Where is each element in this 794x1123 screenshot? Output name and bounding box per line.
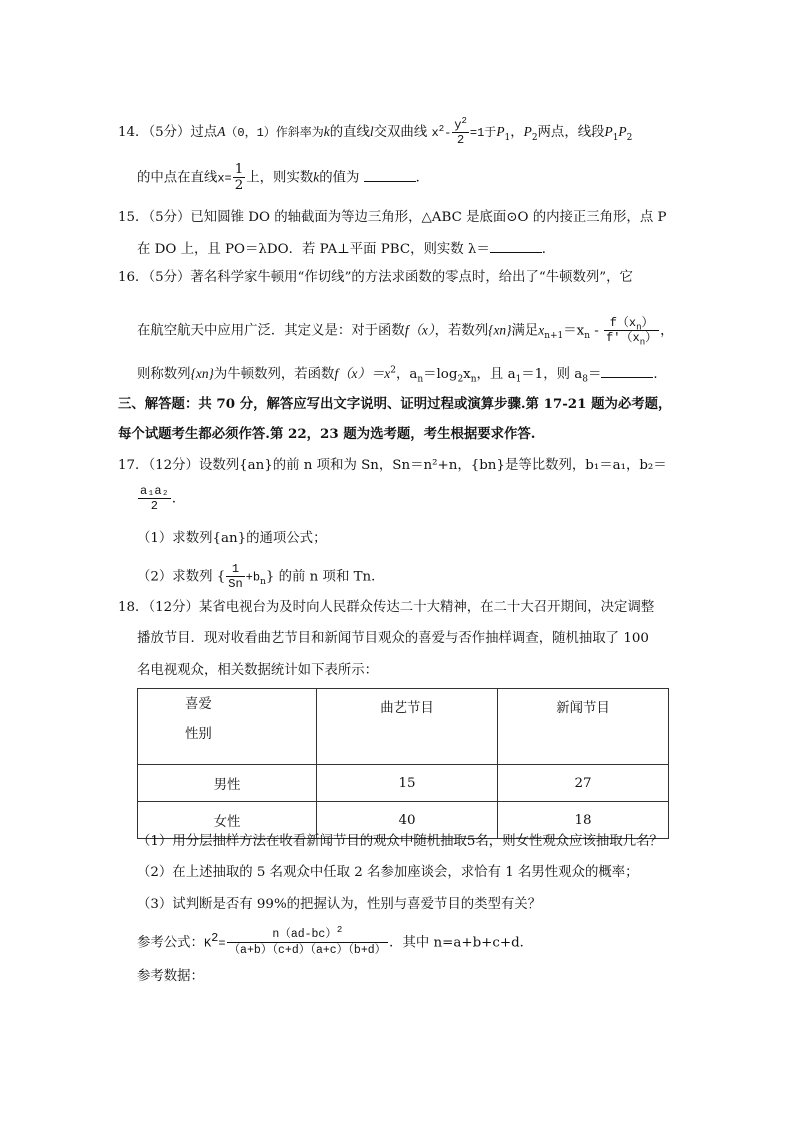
formula-tail: ．其中 n=a+b+c+d． xyxy=(389,935,534,951)
q16-line2 xyxy=(137,316,674,346)
q17-part1: （1）求数列{an}的通项公式； xyxy=(137,531,327,546)
q16-frac-den-end: ） xyxy=(645,331,658,345)
table-header-row xyxy=(138,689,669,765)
q14-line2a: 的中点在直线 xyxy=(137,170,218,186)
q16-frac-num-end: ） xyxy=(641,316,654,330)
q17-p2-den: Sn xyxy=(228,577,243,591)
q14-point-A: A xyxy=(217,124,226,140)
q15-line2 xyxy=(137,240,555,259)
q16-newton-fraction xyxy=(604,316,659,346)
q15-line1: 15．（5分）已知圆锥 DO 的轴截面为等边三角形，△ABC 是底面⊙O 的内接正三角形，点 P xyxy=(118,210,667,225)
q14-half-num: 1 xyxy=(234,162,244,177)
q14-half-den: 2 xyxy=(234,178,244,193)
q18-line1: 18．（12分）某省电视台为及时向人民群众传达二十大精神，在二十大召开期间，决定调整 xyxy=(118,600,655,615)
table-row xyxy=(138,765,669,802)
q14-line2c: 的值为 xyxy=(319,170,360,186)
q18-line3: 名电视观众，相关数据统计如下表所示： xyxy=(137,663,379,678)
q14-minus: - xyxy=(444,126,452,141)
q14-line2b: 上，则实数 xyxy=(246,170,314,186)
q18-part1: （1）用分层抽样方法在收看新闻节目的观众中随机抽取5名，则女性观众应该抽取几名？ xyxy=(137,834,663,849)
q14-xeq: x= xyxy=(217,171,232,186)
q14-hyperbola xyxy=(431,116,497,147)
table-row-label: 女性 xyxy=(138,802,317,839)
q16-answer-blank[interactable] xyxy=(601,365,653,378)
q16-frac-den-sub: n xyxy=(639,337,646,348)
q17-p2b: +b xyxy=(245,570,261,585)
q16-xn-sub2: n xyxy=(470,374,477,385)
q17-p2-sub: n xyxy=(260,577,266,588)
table-cell: 27 xyxy=(498,765,669,802)
q16-frac-den: f′（x xyxy=(606,331,640,345)
q17-p2-num: 1 xyxy=(226,562,244,577)
q14-point-coords: （0，1）作斜率为 xyxy=(225,126,324,141)
q14-k2: k xyxy=(313,169,320,185)
q14-P1-sub: 1 xyxy=(504,132,511,143)
q16-fx: f（x） xyxy=(404,322,435,338)
q16-frac-num-sub: n xyxy=(636,322,642,333)
q16-line3c: 为牛顿数列，若函数 xyxy=(213,367,335,382)
q16-frac-num: f（x xyxy=(609,316,637,330)
q14-P2-sub: 2 xyxy=(531,132,538,143)
q14-l: l xyxy=(369,124,374,140)
q18-formula xyxy=(137,925,534,958)
q14-eq1: =1于 xyxy=(469,126,497,141)
q14-half xyxy=(233,163,246,193)
q16-line3d: f（x）＝x xyxy=(334,366,391,381)
q14-x-exp: 2 xyxy=(438,124,445,135)
q16-line3a: 则称数列 xyxy=(137,367,191,382)
formula-k: K xyxy=(203,936,212,951)
formula-fraction xyxy=(227,925,389,958)
q14-P2b-sub: 2 xyxy=(626,132,633,143)
q16-comma: ， xyxy=(660,323,674,339)
q17-b2-fraction xyxy=(138,484,171,514)
q16-line3j: ＝ xyxy=(587,367,602,382)
q14-fraction xyxy=(452,118,469,148)
table-corner-cell xyxy=(138,689,317,765)
q17-fraction-line xyxy=(137,484,185,514)
q15-end: ． xyxy=(541,242,556,257)
section3-heading-line1: 三、解答题：共 70 分，解答应写出文字说明、证明过程或演算步骤.第 17-21 题为必考题， xyxy=(118,396,672,412)
q14-frac-num-exp: 2 xyxy=(461,116,467,126)
q16-an-sub: n xyxy=(417,374,424,385)
q16-line3b: {xn} xyxy=(190,366,214,381)
q14-tail: 两点，线段 xyxy=(537,125,605,141)
q16-line3i: ＝1，则 a xyxy=(521,367,583,382)
formula-num: n（ad-bc） xyxy=(272,928,337,941)
q17-line1: 17．（12分）设数列{an}的前 n 项和为 Sn，Sn＝n²+n，{bn}是等比数列，b₁＝a₁，b₂＝ xyxy=(118,458,667,473)
q14-mid: 的直线 xyxy=(329,125,370,141)
q17-frac-den: 2 xyxy=(150,499,158,513)
q15-answer-blank[interactable] xyxy=(490,240,542,253)
table-corner-bottom: 性别 xyxy=(185,727,212,742)
q16-line3f: ＝log xyxy=(423,367,458,382)
q16-xn1: x xyxy=(538,322,545,338)
q14-mid2: 交双曲线 xyxy=(373,125,428,141)
formula-k-exp: 2 xyxy=(211,931,219,946)
q14-frac-den: 2 xyxy=(457,133,465,147)
section3-heading-line2: 每个试题考生都必须作答.第 22，23 题为选考题，考生根据要求作答. xyxy=(118,426,536,442)
table-cell: 15 xyxy=(317,765,498,802)
q16-a1-sub: 1 xyxy=(515,374,522,385)
q16-line2a: 在航空航天中应用广泛．其定义是：对于函数 xyxy=(137,323,405,339)
q17-frac-num: a₁a₂ xyxy=(140,484,169,498)
table-col1-header: 曲艺节目 xyxy=(317,689,498,765)
table-row-label: 男性 xyxy=(138,765,317,802)
q14-P2b: P xyxy=(618,124,627,140)
q16-exp: 2 xyxy=(390,365,396,376)
q14-line2 xyxy=(137,163,429,193)
q14-lead: 14．（5分）过点 xyxy=(118,125,218,141)
q18-line2: 播放节目．现对收看曲艺节目和新闻节目观众的喜爱与否作抽样调查，随机抽取了 100 xyxy=(137,631,649,646)
q18-data-label: 参考数据： xyxy=(137,969,204,984)
q16-minus: - xyxy=(590,323,604,339)
formula-label: 参考公式： xyxy=(137,935,204,951)
q17-part2 xyxy=(137,562,385,592)
q14-comma: ， xyxy=(510,125,524,141)
q17-frac-end: ． xyxy=(171,491,186,507)
q16-end: ． xyxy=(653,367,667,382)
q16-line3 xyxy=(137,365,667,384)
formula-eq: = xyxy=(218,936,226,951)
q14-line1 xyxy=(118,118,632,148)
q16-a8-sub: 8 xyxy=(582,374,588,385)
q16-line3e: ，a xyxy=(395,367,418,382)
formula-num-exp: 2 xyxy=(336,925,343,936)
q18-data-table xyxy=(137,688,669,839)
q16-log-sub: 2 xyxy=(457,374,464,385)
q17-p2-fraction xyxy=(226,562,244,592)
q14-P1b-sub: 1 xyxy=(612,132,619,143)
table-corner-top: 喜爱 xyxy=(185,697,212,712)
q16-xn-sub: n xyxy=(584,331,591,342)
q14-P1: P xyxy=(496,124,505,140)
q14-P1b: P xyxy=(604,124,613,140)
q14-end: ． xyxy=(415,170,430,186)
q16-line1: 16．（5分）著名科学家牛顿用“作切线”的方法求函数的零点时，给出了“牛顿数列”，它 xyxy=(118,270,633,285)
q14-frac-num: y xyxy=(454,118,462,132)
q14-answer-blank[interactable] xyxy=(364,169,416,182)
q16-line3g: x xyxy=(463,367,471,382)
q18-part2: （2）在上述抽取的 5 名观众中任取 2 名参加座谈会，求恰有 1 名男性观众的概率； xyxy=(137,865,639,880)
q16-xn1-sub: n+1 xyxy=(544,331,564,342)
q14-P2: P xyxy=(523,124,532,140)
q18-part3: （3）试判断是否有 99%的把握认为，性别与喜爱节目的类型有关？ xyxy=(137,897,542,912)
table-cell: 18 xyxy=(498,802,669,839)
q16-line2c: 满足 xyxy=(511,323,539,339)
q17-p2a: （2）求数列 { xyxy=(137,569,226,585)
q16-xn: {xn} xyxy=(488,322,512,338)
q15-line2a: 在 DO 上，且 PO＝λDO．若 PA⊥平面 PBC，则实数 λ＝ xyxy=(137,242,490,257)
q14-x: x xyxy=(431,126,439,141)
q14-k: k xyxy=(323,124,330,140)
q17-p2c: } 的前 n 项和 Tn． xyxy=(265,569,385,585)
table-cell: 40 xyxy=(317,802,498,839)
q16-line2b: ，若数列 xyxy=(434,323,489,339)
q16-line3h: ，且 a xyxy=(476,367,516,382)
q16-eqxn: ＝x xyxy=(563,323,585,339)
formula-den: （a+b）（c+d）（a+c）（b+d） xyxy=(228,944,387,957)
table-col2-header: 新闻节目 xyxy=(498,689,669,765)
